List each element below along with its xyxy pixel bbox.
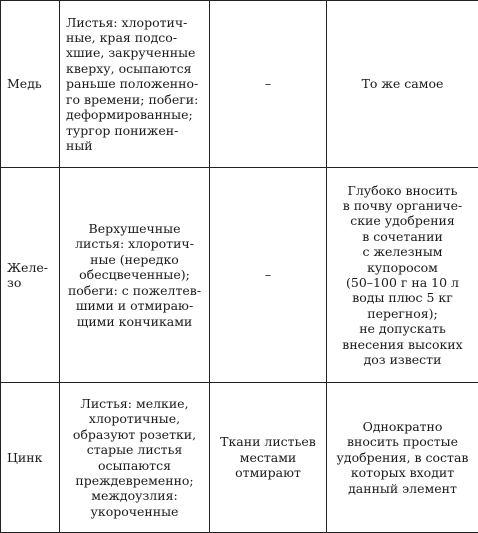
- other-signs-cell: –: [210, 1, 327, 168]
- deficiency-signs-cell: Листья: хлоротич- ные, края подсо- хшие, закрученные кверху, осыпаются раньше положенно- го времени; побеги: деформированные; тургор понижен- ный: [60, 1, 210, 168]
- measures-cell: То же самое: [327, 1, 478, 168]
- measures-cell: Глубоко вносить в почву органиче- ские удобрения в сочетании с железным купоросом (50–100 г на 10 л воды плюс 5 кг перегноя); не допускать внесения высоких доз извести: [327, 168, 478, 383]
- table-row: [1, 1, 478, 168]
- table-row: [1, 168, 478, 383]
- table-row: [1, 383, 478, 533]
- measures-cell: Однократно вносить простые удобрения, в состав которых входит данный элемент: [327, 383, 478, 533]
- element-name-cell: Медь: [1, 1, 60, 168]
- element-name-cell: Цинк: [1, 383, 60, 533]
- other-signs-cell: –: [210, 168, 327, 383]
- other-signs-cell: Ткани листьев местами отмирают: [210, 383, 327, 533]
- deficiency-signs-cell: Верхушечные листья: хлоротич- ные (нередко обесцвеченные); побеги: с пожелтев- шими и отмираю- щими кончиками: [60, 168, 210, 383]
- element-name-cell: Желе- зо: [1, 168, 60, 383]
- deficiency-signs-cell: Листья: мелкие, хлоротичные, образуют розетки, старые листья осыпаются преждевременно; междоузлия: укороченные: [60, 383, 210, 533]
